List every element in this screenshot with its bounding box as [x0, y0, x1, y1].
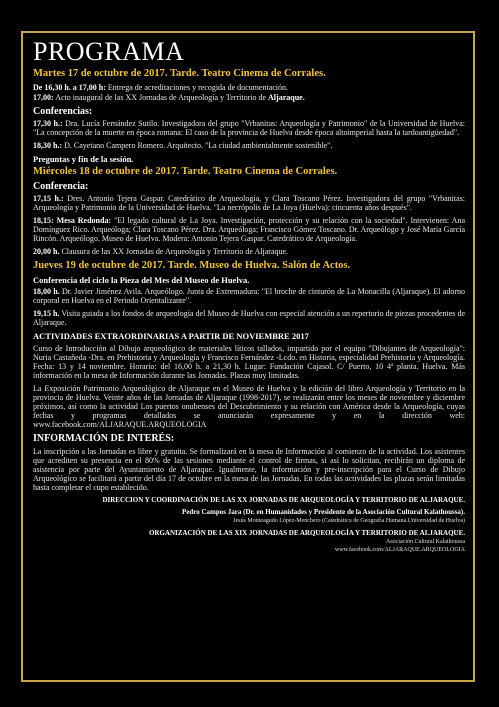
footer-web-link[interactable]: www.facebook.com/ALJARAQUE.ARQUEOLOGIA — [334, 547, 465, 553]
day1-heading: Martes 17 de octubre de 2017. Tarde. Teatro Cinema de Corrales. — [33, 68, 326, 79]
day1-conf1-time: 17,30 h.: — [33, 119, 63, 128]
page-title: PROGRAMA — [33, 37, 185, 66]
day3-conf1 — [33, 287, 465, 305]
day2-mesa-text: "El legado cultural de La Joya. Investigación, protección y su relación con la sociedad". Intervienen: Ana Domínguez Rico. Arqueóloga; Clara Toscano Pérez. Dra. Arqueóloga; Francisco Gómez Toscano. Dr. Arqueólogo y José María García Rincón. Arqueólogo. Museo de Huelva. Modera: Antonio Tejera Gaspar. Catedrático de Arqueología. — [33, 216, 465, 243]
day2-conf1-time: 17,15 h.: — [33, 194, 64, 203]
day3-heading: Jueves 19 de octubre de 2017. Tarde. Museo de Huelva. Salón de Actos. — [33, 260, 351, 271]
day1-line2-text: Acto inaugural de las XX Jornadas de Arqueología y Territorio de — [53, 93, 269, 102]
extra-paragraph-1: Curso de Introducción al Dibujo arqueológico de materiales líticos tallados, impartido por el equipo "Dibujantes de Arqueología": Nuria Castañeda -Dra. en Prehistoria y Arqueología y Francisco Fernández -Lcdo. en Historia, especialidad Prehistoria y Arqueología. Fecha: 13 y 14 noviembre. Horario: del 16,00 h. a 21,30 h. Lugar: Fundación Cajasol. C/ Puerto, 10 4ª planta. Huelva. Más información en la mesa de Información durante las Jornadas. Plazas muy limitadas. — [33, 344, 465, 380]
day2-close-text: Clausura de las XX Jornadas de Arqueología y Territorio de Aljaraque. — [59, 247, 289, 256]
day2-close-time: 20,00 h. — [33, 247, 60, 256]
day1-line2-time: 17,00: — [33, 93, 54, 102]
day2-conf1-text: Dres. Antonio Tejera Gaspar. Catedrático de Arqueología, y Clara Toscano Pérez. Investigadora del grupo "Vrbanitas: Arqueología y Patrimonio de la Universidad de Huelva. "La necrópolis de La Joya (Huelva): cincuenta años después". — [33, 194, 465, 212]
day1-conf2-text: D. Cayetano Campero Romero. Arquitecto. "La ciudad ambientalmente sostenible". — [62, 141, 333, 150]
footer-association: Asociación Cultural Kalathoussa — [386, 539, 465, 545]
day2-close — [33, 247, 465, 256]
footer-organization: ORGANIZACIÓN DE LAS XIX JORNADAS DE ARQUEOLOGÍA Y TERRITORIO DE ALJARAQUE. — [148, 529, 465, 537]
day3-conf2 — [33, 309, 465, 327]
day1-line2-bold: Aljaraque. — [268, 93, 305, 102]
day1-conf1 — [33, 119, 465, 137]
day2-mesa-time: 18,15: Mesa Redonda: — [33, 216, 112, 225]
info-heading: INFORMACIÓN DE INTERÉS: — [33, 433, 175, 444]
day3-conf1-time: 18,00 h. — [33, 287, 60, 296]
day1-conf-heading: Conferencias: — [33, 106, 93, 117]
day2-mesa — [33, 216, 465, 243]
day3-conf2-time: 19,15 h. — [33, 309, 60, 318]
day1-line2 — [33, 93, 465, 102]
day1-conf2 — [33, 141, 465, 150]
extra-paragraph-2: La Exposición Patrimonio Arqueológico de Aljaraque en el Museo de Huelva y la edición del libro Arqueología y Territorio en la provincia de Huelva. Veinte años de las Jornadas de Aljaraque (1998-2017), se realizarán entre los meses de noviembre y diciembre próximos, así como la actividad Los puertos onubenses del Descubrimiento y su relación con América desde la Arqueología, cuyas fechas y programas detallados se anunciarán expresamente y en la dirección web: www.facebook.com/ALJARAQUE.ARQUEOLOGIA — [33, 384, 465, 429]
program-content — [33, 38, 465, 554]
footer-director: Pedro Campos Jara (Dr. en Humanidades y Presidente de la Asociación Cultural Kalathoussa). — [182, 508, 465, 516]
footer-codirector: Jesús Monteagudo López-Menchero (Catedrático de Geografía Humana.Universidad de Huelva) — [233, 518, 465, 524]
day1-conf1-text: Dra. Lucía Fernández Sutilo. Investigadora del grupo "Vrbanitas: Arqueología y Patrimonio" de la Universidad de Huelva: "La concepción de la muerte en época romana: El caso de la provincia de Huelva desde época altoimperial hasta la tardoantigüedad". — [33, 119, 466, 137]
day3-conf1-text: Dr. Javier Jiménez Avila. Arqueólogo. Junta de Extremadura: "El broche de cinturón de La Monacilla (Aljaraque). El adorno corporal en Huelva en el Periodo Orientalizante". — [33, 287, 465, 305]
day1-line1 — [33, 83, 465, 92]
info-paragraph: La inscripción a las Jornadas es libre y gratuita. Se formalizará en la mesa de Información al comienzo de la actividad. Los asistentes que acrediten su presencia en el 80% de las sesiones mediante el control de firmas, si así lo solicitan, recibirán un diploma de asistencia por parte del Ayuntamiento de Aljaraque. Igualmente, la información y pre-inscripción para el Curso de Dibujo Arqueológico se facilitará a partir del día 17 de octubre en la mesa de las Jornadas. En todas las actividades las plazas serán limitadas hasta completar el cupo establecido. — [33, 447, 465, 492]
day1-closing: Preguntas y fin de la sesión. — [33, 154, 134, 164]
day3-subheading: Conferencia del ciclo la Pieza del Mes del Museo de Huelva. — [33, 275, 250, 285]
day1-conf2-time: 18,30 h.: — [33, 141, 63, 150]
day2-conf-heading: Conferencia: — [33, 181, 89, 192]
footer-direction: DIRECCION Y COORDINACIÓN DE LAS XX JORNADAS DE ARQUEOLOGÍA Y TERRITORIO DE ALJARAQUE. — [102, 496, 465, 504]
day2-conf1 — [33, 194, 465, 212]
day3-conf2-text: Visita guiada a los fondos de arqueología del Museo de Huelva con especial atención a un repertorio de piezas procedentes de Aljaraque. — [33, 309, 465, 327]
day1-line1-text: Entrega de acreditaciones y recogida de documentación. — [105, 83, 289, 92]
day2-heading: Miércoles 18 de octubre de 2017. Tarde. Teatro Cinema de Corrales. — [33, 166, 338, 177]
day1-line1-time: De 16,30 h. a 17,00 h: — [33, 83, 106, 92]
extra-heading: ACTIVIDADES EXTRAORDINARIAS A PARTIR DE NOVIEMBRE 2017 — [33, 331, 309, 341]
